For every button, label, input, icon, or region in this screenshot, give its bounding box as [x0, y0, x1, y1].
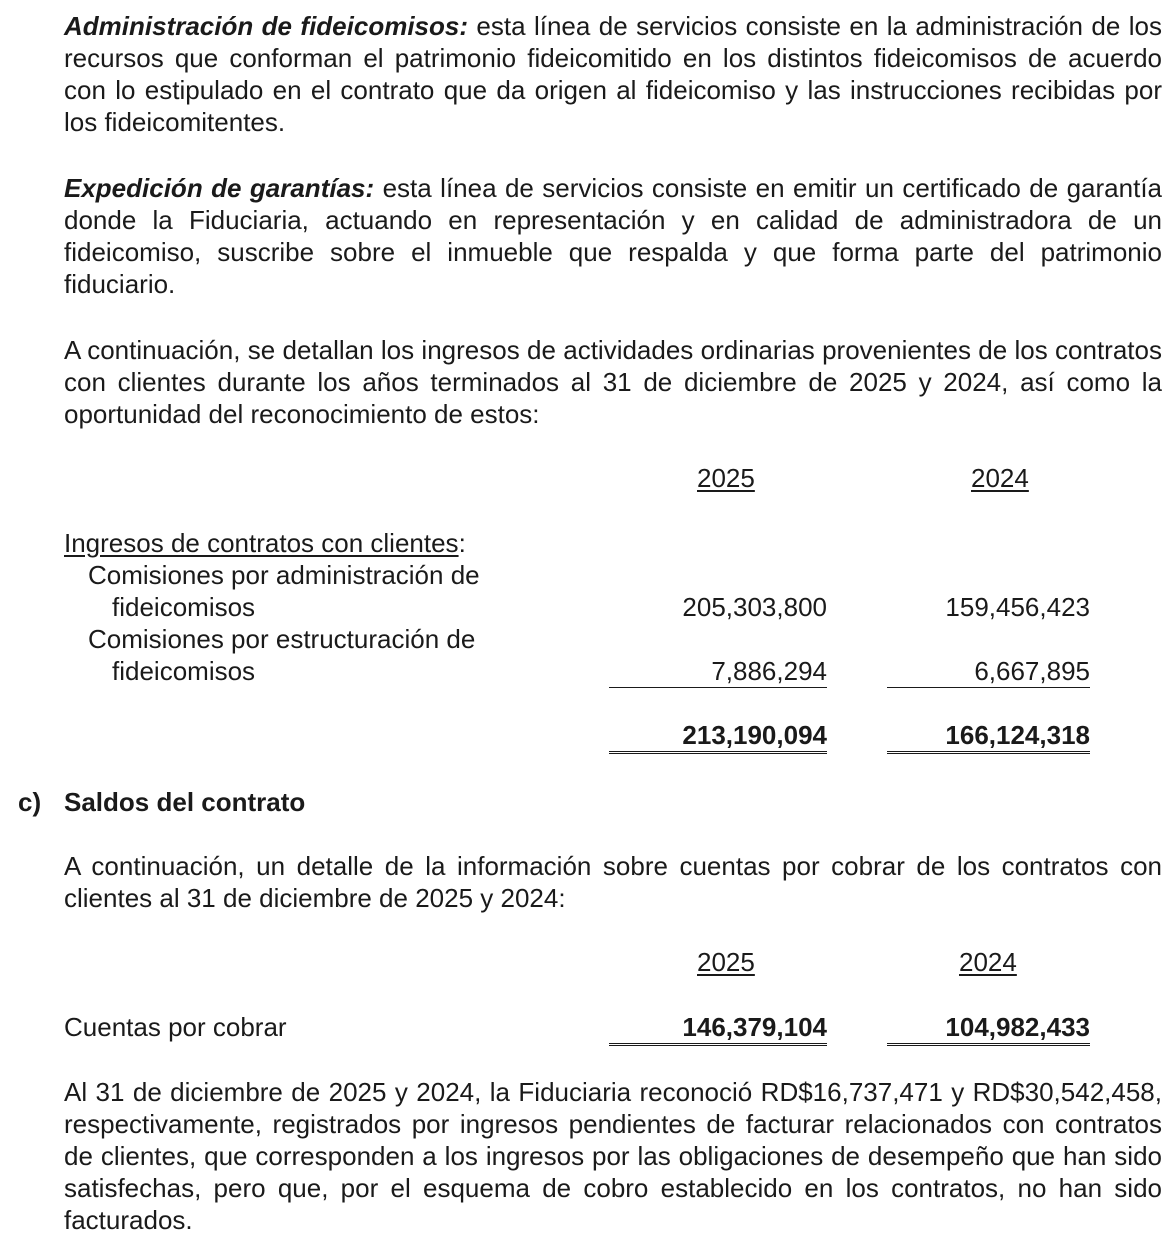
ingresos-total-2025: 213,190,094: [609, 719, 827, 754]
cuentas-value-2025: 146,379,104: [609, 1011, 827, 1046]
paragraph-lead-administracion: Administración de fideicomisos:: [64, 11, 468, 41]
section-c-title: Saldos del contrato: [64, 787, 306, 817]
ingresos-section-heading: [64, 527, 466, 559]
section-c-marker: c): [18, 787, 42, 817]
cuentas-year-2024: 2024: [959, 947, 1017, 977]
row-administracion-label-line2: fideicomisos: [112, 592, 256, 622]
paragraph-text-garantias: esta línea de servicios consiste en emitir un certificado de garantía donde la Fiduciaria, actuando en representación y en calidad de administradora de un fideicomiso, suscribe sobre el inmueble que respalda y que forma parte del patrimonio fiduciario.: [64, 173, 1163, 299]
ingresos-total-2024: 166,124,318: [887, 719, 1090, 754]
row-administracion-label-line1: Comisiones por administración de: [88, 560, 480, 590]
paragraph-ingresos-intro: A continuación, se detallan los ingresos de actividades ordinarias provenientes de los contratos con clientes durante los años terminados al 31 de diciembre de 2025 y 2024, así como la oportunidad del reconocimiento de estos:: [64, 335, 1162, 429]
row-estructuracion-label-line1: Comisiones por estructuración de: [88, 624, 476, 654]
cuentas-year-2025: 2025: [697, 947, 755, 977]
row-administracion-value-2024: 159,456,423: [945, 592, 1090, 622]
ingresos-year-2024: 2024: [971, 463, 1029, 493]
row-estructuracion-label-line2: fideicomisos: [112, 656, 256, 686]
paragraph-garantias: [64, 172, 1162, 300]
ingresos-year-2025: 2025: [697, 463, 755, 493]
paragraph-ingresos-pendientes: Al 31 de diciembre de 2025 y 2024, la Fiduciaria reconoció RD$16,737,471 y RD$30,542,458, respectivamente, registrados por ingresos pendientes de facturar relacionados con contratos de clientes, que corresponden a los ingresos por las obligaciones de desempeño que han sido satisfechas, pero que, por el esquema de cobro establecido en los contratos, no han sido facturados.: [64, 1077, 1162, 1235]
paragraph-cuentas-intro: A continuación, un detalle de la información sobre cuentas por cobrar de los contratos con clientes al 31 de diciembre de 2025 y 2024:: [64, 851, 1162, 913]
row-estructuracion-value-2025: 7,886,294: [609, 655, 827, 688]
ingresos-section-colon: :: [458, 528, 466, 558]
cuentas-value-2024: 104,982,433: [887, 1011, 1090, 1046]
paragraph-lead-garantias: Expedición de garantías:: [64, 173, 375, 203]
paragraph-text-administracion: esta línea de servicios consiste en la administración de los recursos que conforman el patrimonio fideicomitido en los distintos fideicomisos de acuerdo con lo estipulado en el contrato que da origen al fideicomiso y las instrucciones recibidas por los fideicomitentes.: [64, 11, 1162, 137]
cuentas-label: Cuentas por cobrar: [64, 1012, 287, 1042]
row-estructuracion-value-2024: 6,667,895: [887, 655, 1090, 688]
ingresos-section-label: Ingresos de contratos con clientes: [64, 528, 459, 558]
row-administracion-value-2025: 205,303,800: [682, 592, 827, 622]
paragraph-administracion: [64, 10, 1162, 138]
